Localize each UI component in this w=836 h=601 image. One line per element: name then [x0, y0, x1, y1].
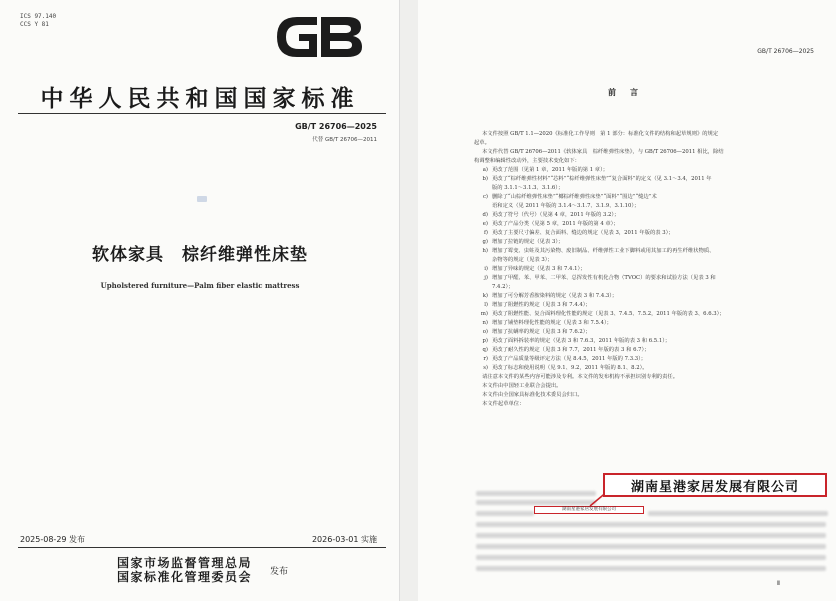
- blurred-line: [476, 500, 596, 505]
- line-text: 本文件起草单位：: [482, 401, 525, 407]
- list-label: o): [482, 329, 488, 335]
- line-text: 更改了标志和使用说明（见 9.1、9.2，2011 年版的 8.1、8.2）。: [492, 365, 648, 371]
- blurred-line: [476, 511, 534, 516]
- ics-line: ICS 97.140: [20, 13, 57, 20]
- foreword-line: [474, 247, 824, 256]
- page-number: Ⅱ: [777, 580, 780, 587]
- issue-word: 发布: [270, 567, 289, 577]
- foreword-line: [474, 265, 824, 274]
- blurred-line: [476, 522, 826, 527]
- standard-number: GB/T 26706—2025: [295, 122, 377, 131]
- issuer-1: 国家市场监督管理总局: [117, 556, 253, 570]
- line-text: 更改了“棕纤维弹性材料”“芯料”“棕纤维弹性床垫”“复合面料”的定义（见 3.1～3.4，2011 年: [492, 176, 712, 182]
- foreword-line: [474, 283, 824, 292]
- small-company-box: 湖南星港家居发展有限公司: [534, 506, 644, 514]
- foreword-line: [474, 256, 824, 265]
- list-label: k): [482, 293, 488, 299]
- list-label: g): [482, 239, 488, 245]
- list-label: c): [482, 194, 488, 200]
- foreword-line: [474, 328, 824, 337]
- line-text: 本文件代替 GB/T 26706—2011《软体家具 棕纤维弹性床垫》，与 GB/T 26706—2011 相比，除结: [482, 149, 724, 155]
- cover-title-cn: 软体家具 棕纤维弹性床垫: [92, 245, 308, 265]
- title-rule: [18, 113, 386, 114]
- line-text: 更改了产品分类（见第 5 章，2011 年版的第 4 章）；: [492, 221, 619, 227]
- blurred-line: [476, 544, 826, 549]
- line-text: 更改了范围（见第 1 章，2011 年版的第 1 章）；: [492, 167, 609, 173]
- foreword-line: [474, 355, 824, 364]
- foreword-line: [474, 319, 824, 328]
- line-text: 更改了产品质量等级评定方法（见 8.4.5，2011 年版的 7.3.3）；: [492, 356, 647, 362]
- foreword-page: [418, 0, 836, 601]
- foreword-body: [474, 130, 824, 409]
- line-text: 增加了异味的规定（见表 3 和 7.4.1）；: [492, 266, 586, 272]
- list-label: j): [484, 275, 488, 281]
- replaces-note: 代替 GB/T 26706—2011: [312, 137, 377, 143]
- line-text: 语和定义（见 2011 年版的 3.1.4～3.1.7、3.1.9、3.1.10）；: [492, 203, 640, 209]
- issuers: [117, 556, 252, 584]
- line-text: 增加了阻燃性的规定（见表 3 和 7.4.4）；: [492, 302, 591, 308]
- foreword-line: [474, 220, 824, 229]
- list-label: l): [484, 302, 488, 308]
- header-standard-number: GB/T 26706—2025: [757, 48, 814, 55]
- line-text: 更改了阻燃性能、复合面料理化性能的规定（见表 3、7.4.5、7.5.2，2011 年版的表 3、6.6.3）；: [492, 311, 725, 317]
- line-text: 起草。: [474, 140, 490, 146]
- list-label: d): [482, 212, 488, 218]
- line-text: 增加了拉链的规定（见表 3）；: [492, 239, 564, 245]
- line-text: 版的 3.1.1～3.1.3、3.1.6）；: [492, 185, 564, 191]
- foreword-line: [474, 211, 824, 220]
- blurred-line: [476, 555, 826, 560]
- blurred-line: [476, 566, 826, 571]
- line-text: 更改了耐久性的规定（见表 3 和 7.7，2011 年版的表 3 和 6.7）；: [492, 347, 650, 353]
- list-label: h): [482, 248, 488, 254]
- list-label: n): [482, 320, 488, 326]
- foreword-line: [474, 166, 824, 175]
- page-gap: [400, 0, 418, 601]
- watermark-mark: [197, 196, 207, 202]
- implement-date: 2026-03-01 实施: [311, 535, 377, 544]
- line-text: 更改了主要尺寸偏差、复合面料、缝边的规定（见表 3，2011 年版的表 3）；: [492, 230, 674, 236]
- foreword-line: [474, 391, 824, 400]
- blurred-line: [476, 533, 826, 538]
- foreword-line: [474, 175, 824, 184]
- foreword-title: 前言: [608, 88, 652, 97]
- list-label: m): [480, 311, 488, 317]
- foreword-line: [474, 373, 824, 382]
- line-text: 增加了霉变、虫蛀及其污染物、废旧制品、纤维弹性工业下脚料或用其加工的再生纤维状物质、: [492, 248, 715, 254]
- foreword-line: [474, 184, 824, 193]
- foreword-line: [474, 229, 824, 238]
- foreword-line: [474, 274, 824, 283]
- line-text: 请注意本文件的某些内容可能涉及专利。本文件的发布机构不承担识别专利的责任。: [482, 374, 678, 380]
- list-label: a): [482, 167, 488, 173]
- list-label: r): [483, 356, 488, 362]
- foreword-line: [474, 148, 824, 157]
- foreword-line: [474, 337, 824, 346]
- line-text: 增加了甲醛、苯、甲苯、二甲苯、总挥发性有机化合物（TVOC）的要求和试验方法（见表 3 和: [492, 275, 716, 281]
- list-label: s): [483, 365, 488, 371]
- issuer-2: 国家标准化管理委员会: [117, 570, 253, 584]
- foreword-line: [474, 139, 824, 148]
- list-label: b): [482, 176, 488, 182]
- blurred-line: [476, 491, 596, 496]
- standard-type-title: 中华人民共和国国家标准: [40, 85, 360, 112]
- foreword-line: [474, 301, 824, 310]
- highlight-company-box: 湖南星港家居发展有限公司: [603, 473, 827, 497]
- ics-codes: [20, 13, 56, 29]
- publish-date: 2025-08-29 发布: [20, 535, 86, 544]
- line-text: 更改了符号（代号）（见第 4 章，2011 年版的 3.2）；: [492, 212, 620, 218]
- gb-logo: [273, 13, 365, 61]
- line-text: 构调整和编辑性改动外，主要技术变化如下：: [474, 158, 580, 164]
- foreword-line: [474, 346, 824, 355]
- ccs-line: CCS Y 81: [20, 21, 49, 28]
- foreword-line: [474, 382, 824, 391]
- line-text: 增加了可分解芳香胺染料的规定（见表 3 和 7.4.3）；: [492, 293, 618, 299]
- blurred-line: [648, 511, 828, 516]
- list-label: f): [483, 230, 488, 236]
- line-text: 杂物等的规定（见表 3）；: [492, 257, 553, 263]
- list-label: p): [482, 338, 488, 344]
- line-text: 更改了面料拆装率的规定（见表 3 和 7.6.3，2011 年版的表 3 和 6.5.1）；: [492, 338, 671, 344]
- list-label: q): [482, 347, 488, 353]
- foreword-line: [474, 238, 824, 247]
- foreword-line: [474, 193, 824, 202]
- foreword-line: [474, 310, 824, 319]
- foreword-line: [474, 157, 824, 166]
- line-text: 增加了铺垫料理化性能的规定（见表 3 和 7.5.4）；: [492, 320, 612, 326]
- line-text: 本文件按照 GB/T 1.1—2020《标准化工作导则 第 1 部分：标准化文件的结构和起草规则》的规定: [482, 131, 719, 137]
- list-label: i): [484, 266, 488, 272]
- list-label: e): [482, 221, 488, 227]
- cover-title-en: Upholstered furniture—Palm fiber elastic mattress: [100, 281, 300, 290]
- foreword-line: [474, 130, 824, 139]
- bottom-rule: [18, 547, 386, 548]
- line-text: 本文件由全国家具标准化技术委员会归口。: [482, 392, 583, 398]
- line-text: 7.4.2）；: [492, 284, 514, 290]
- line-text: 增加了抗螨率的规定（见表 3 和 7.6.2）；: [492, 329, 591, 335]
- foreword-line: [474, 292, 824, 301]
- line-text: 本文件由中国轻工业联合会提出。: [482, 383, 562, 389]
- foreword-line: [474, 364, 824, 373]
- line-text: 删除了“山棕纤维弹性床垫”“椰棕纤维弹性床垫”“面料”“围边”“缝边”术: [492, 194, 657, 200]
- cover-page: [0, 0, 400, 601]
- foreword-line: [474, 202, 824, 211]
- foreword-line: [474, 400, 824, 409]
